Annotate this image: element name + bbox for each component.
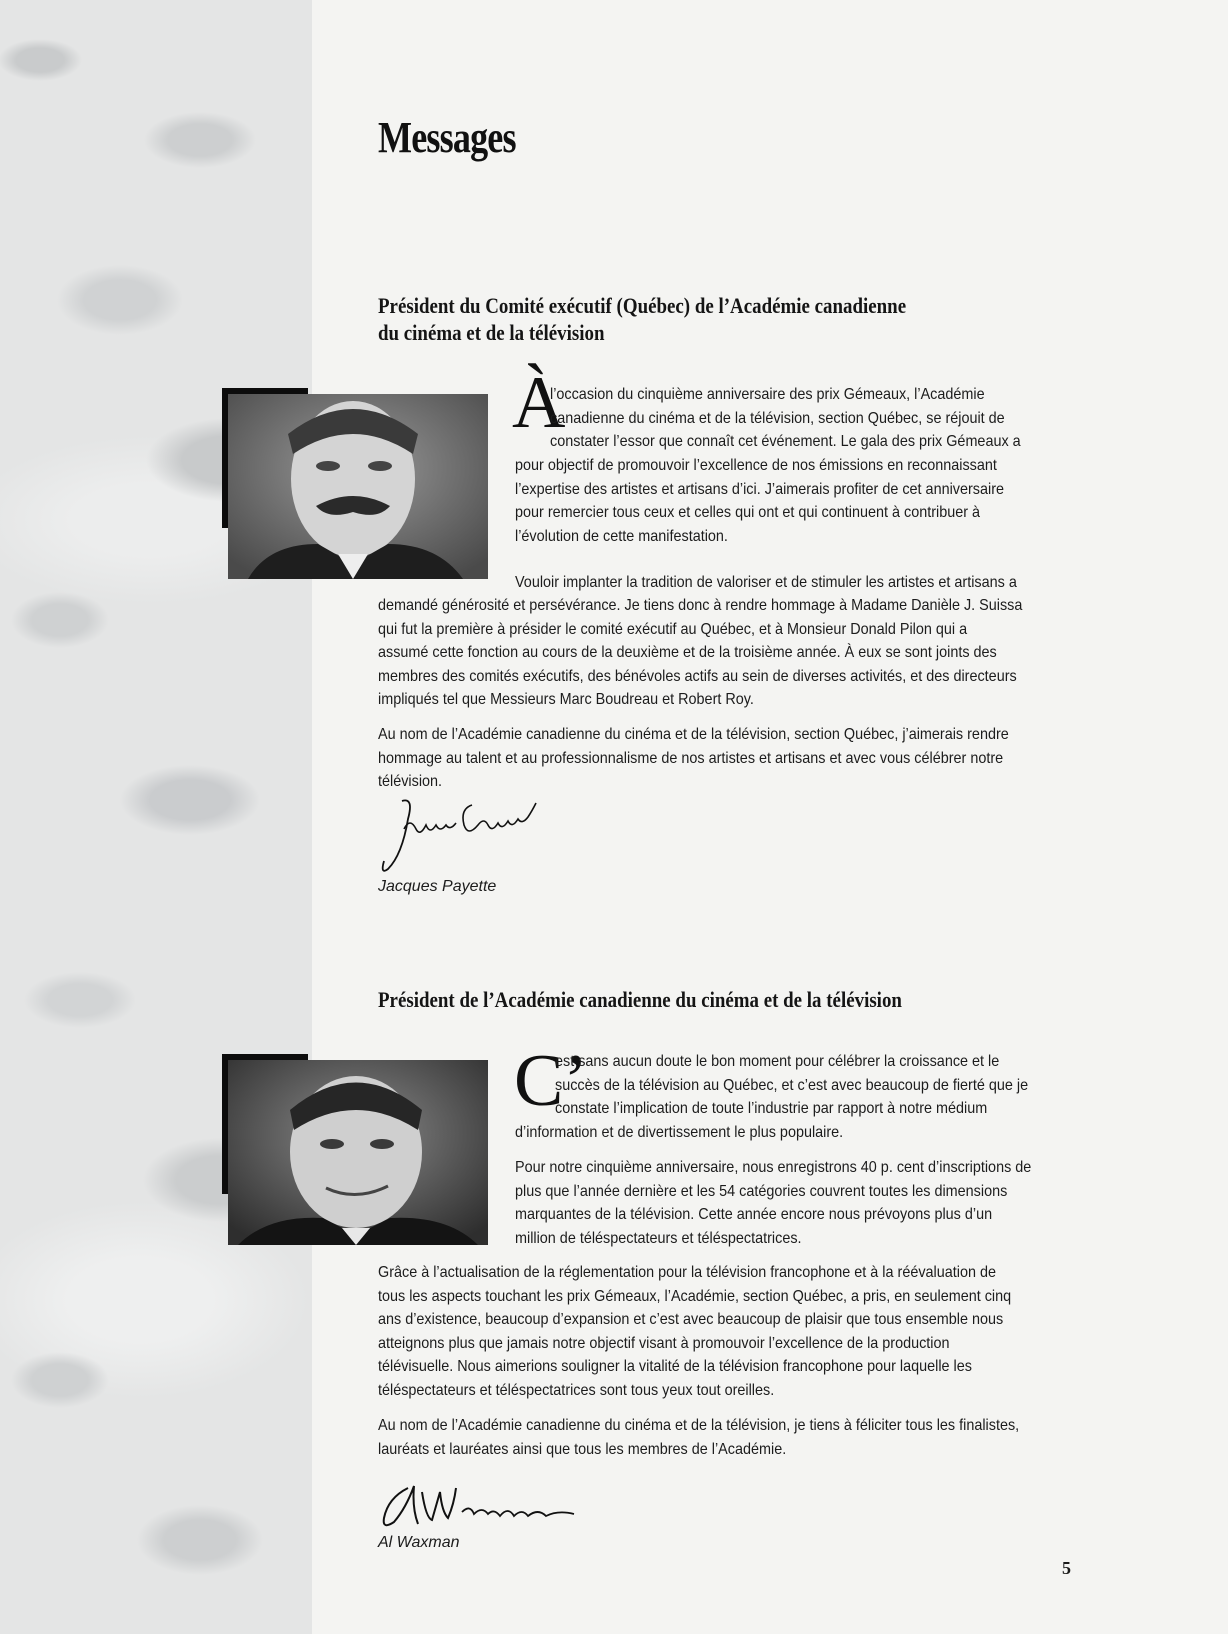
- section2-p3-line: tous les aspects touchant les prix Gémeaux, l’Académie, section Québec, a pris, en seulement cinq: [378, 1287, 1012, 1305]
- section2-p3-line: atteignons plus que jamais notre objectif visant à promouvoir l’excellence de la production: [378, 1334, 950, 1352]
- section2-p2-line: Pour notre cinquième anniversaire, nous enregistrons 40 p. cent d’inscriptions de: [515, 1159, 1032, 1176]
- section1-p2-line: demandé générosité et persévérance. Je tiens donc à rendre hommage à Madame Danièle J. Suissa: [378, 597, 1023, 614]
- section2-paragraph-4: [378, 1414, 1019, 1461]
- section2-paragraph-1: [515, 1121, 843, 1145]
- signature-jacques-payette: [374, 795, 544, 875]
- section1-p3-line: télévision.: [378, 773, 443, 791]
- section1-paragraph-2-first: Vouloir implanter la tradition de valoriser et de stimuler les artistes et artisans a: [515, 574, 1017, 591]
- section1-heading-line1: Président du Comité exécutif (Québec) de l’Académie canadienne: [378, 293, 907, 318]
- section1-intro-line: l’occasion du cinquième anniversaire des prix Gémeaux, l’Académie: [550, 386, 985, 403]
- signature-name-al-waxman: Al Waxman: [378, 1534, 460, 1551]
- section1-p1-line: pour objectif de promouvoir l’excellence de nos émissions en reconnaissant: [515, 457, 997, 474]
- section2-p2-line: marquantes de la télévision. Cette année encore nous prévoyons plus d’un: [515, 1206, 993, 1224]
- signature-name-jacques-payette: Jacques Payette: [378, 878, 497, 895]
- section1-p3-line: Au nom de l’Académie canadienne du cinéma et de la télévision, section Québec, j’aimerais rendre: [378, 726, 1009, 743]
- section1-p1-line: l’évolution de cette manifestation.: [515, 527, 728, 545]
- section2-p3-line: téléspectateurs et téléspectatrices sont tous yeux tout oreilles.: [378, 1381, 775, 1399]
- signature-al-waxman: [378, 1478, 598, 1534]
- section1-p2-line: assumé cette fonction au cours de la deuxième et de la troisième année. À eux se sont joints des: [378, 644, 997, 662]
- section2-paragraph-2: [515, 1156, 1031, 1250]
- section1-p2-line: membres des comités exécutifs, des bénévoles actifs au sein de diverses activités, et des directeurs: [378, 667, 1017, 685]
- section1-p1-line: pour remercier tous ceux et celles qui ont et qui continuent à contribuer à: [515, 504, 981, 522]
- section2-intro-line: est sans aucun doute le bon moment pour célébrer la croissance et le: [555, 1053, 1000, 1070]
- page-title: Messages: [378, 113, 516, 162]
- section1-p3-line: hommage au talent et au professionnalisme de nos artistes et artisans et avec vous célébrer notre: [378, 749, 1004, 767]
- section2-p3-line: ans d’existence, beaucoup d’expansion et c’est avec beaucoup de plaisir que tous ensemble nous: [378, 1311, 1004, 1329]
- section2-p3-line: Grâce à l’actualisation de la réglementation pour la télévision francophone et à la réévaluation de: [378, 1264, 996, 1281]
- section2-p3-line: télévisuelle. Nous aimerions souligner la vitalité de la télévision francophone pour laquelle les: [378, 1358, 972, 1376]
- section2-paragraph-3: [378, 1261, 1011, 1403]
- section1-intro-line: canadienne du cinéma et de la télévision, section Québec, se réjouit de: [550, 409, 1005, 427]
- section1-paragraph-3: [378, 723, 1009, 794]
- section2-p4-line: Au nom de l’Académie canadienne du cinéma et de la télévision, je tiens à féliciter tous les finalistes,: [378, 1417, 1020, 1434]
- section1-paragraph-2: [378, 594, 1022, 712]
- section2-p4-line: lauréats et lauréates ainsi que tous les membres de l’Académie.: [378, 1440, 787, 1458]
- section1-p1-line: l’expertise des artistes et artisans d’ici. J’aimerais profiter de cet anniversaire: [515, 480, 1005, 498]
- section2-dropcap: C’: [514, 1040, 588, 1122]
- section1-intro-line: constater l’essor que connaît cet événement. Le gala des prix Gémeaux a: [550, 433, 1021, 451]
- section1-heading-line2: du cinéma et de la télévision: [378, 320, 605, 345]
- page-number: 5: [1062, 1558, 1071, 1578]
- decorative-texture-band: [0, 0, 312, 1634]
- section2-p1-line: d’information et de divertissement le plus populaire.: [515, 1124, 844, 1141]
- section1-p2-line: impliqués tel que Messieurs Marc Boudreau et Robert Roy.: [378, 691, 754, 709]
- section1-paragraph-1: [515, 454, 1004, 548]
- section1-intro: [550, 383, 1021, 454]
- section2-intro-line: constate l’implication de toute l’industrie par rapport à notre médium: [555, 1100, 988, 1118]
- section2-heading: Président de l’Académie canadienne du cinéma et de la télévision: [378, 987, 902, 1012]
- section1-p2-line: qui fut la première à présider le comité exécutif au Québec, et à Monsieur Donald Pilon qui a: [378, 620, 968, 638]
- section2-p2-line: plus que l’année dernière et les 54 catégories couvrent toutes les dimensions: [515, 1182, 1008, 1200]
- section2-intro-line: succès de la télévision au Québec, et c’est avec beaucoup de fierté que je: [555, 1076, 1029, 1094]
- section1-dropcap: À: [512, 362, 566, 444]
- section2-p2-line: million de téléspectateurs et téléspectatrices.: [515, 1229, 802, 1247]
- section2-intro: [555, 1050, 1028, 1121]
